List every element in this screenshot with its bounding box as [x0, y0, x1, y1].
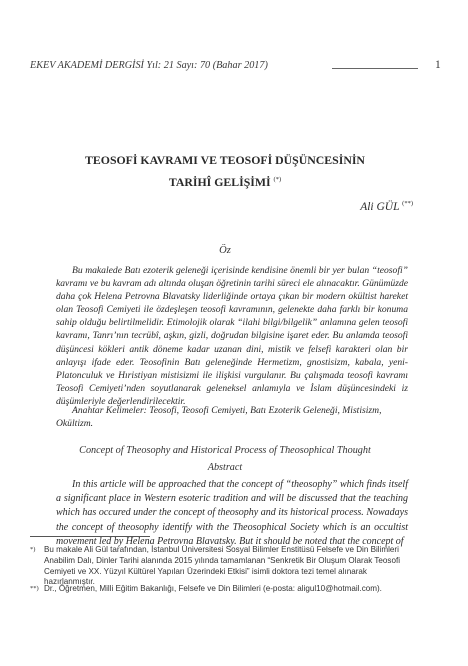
footnote-1: [30, 545, 420, 588]
header-rule: [332, 68, 418, 69]
abstract-tr: [56, 264, 408, 408]
author-line: [30, 200, 413, 213]
title-line-2: [30, 170, 420, 192]
page-number: 1: [435, 59, 441, 71]
english-title: Concept of Theosophy and Historical Process of Theosophical Thought: [79, 445, 371, 456]
journal-header: EKEV AKADEMİ DERGİSİ Yıl: 21 Sayı: 70 (Bahar 2017): [30, 60, 268, 71]
running-header: [30, 59, 441, 76]
footnote-2-text: Dr., Öğretmen, Milli Eğitim Bakanlığı, Felsefe ve Din Bilimleri (e-posta: aligul10@hotmail.com).: [44, 584, 382, 593]
footnote-2-mark: **): [30, 585, 39, 592]
abstract-en-body: In this article will be approached that the concept of “theosophy” which finds itself a significant place in Western esoteric tradition and will be discussed that the teaching which has occured under the concept of theosophy and its historical process. Nowadays the concept of theosophy identify with the Theosophical Society which is an occultist movement led by Helena Petrovna Blavatsky. But it should be noted that the concept of: [56, 479, 408, 547]
keywords: Anahtar Kelimeler: Teosofi, Teosofi Cemiyeti, Batı Ezoterik Geleneği, Mistisizm, Okültizm.: [56, 405, 382, 429]
title-line-1: TEOSOFİ KAVRAMI VE TEOSOFİ DÜŞÜNCESİNİN: [85, 153, 365, 167]
abstract-tr-body: Bu makalede Batı ezoterik geleneği içerisinde kendisine önemli bir yer bulan “teosofi” kavramı ve bu kavram adı altında oluşan öğretinin tarihi süreci ele alınacaktır. Günümüzde daha çok Helena Petrovna Blavatsky liderliğinde ortaya çıkan bir modern okültist hareket olan Teosofi Cemiyeti ile özdeşleşen teosofi kavramının, gelenekte daha farklı bir konuma sahip olduğu belirtilmelidir. Etimolojik olarak “ilahi bilgi/bilgelik” anlamına gelen teosofi kavramı, Tanrı’nın tecrübî, aşkın, gizli, doğrudan bilgisine işaret eder. Bu anlamda teosofi düşüncesi kökleri antik döneme kadar uzanan dini, mistik ve felsefi karakteri olan bir anlayışı ifade eder. Teosofinin Batı geleneğinde Hermetizm, gnostisizm, kabala, yeni-Platonculuk ve Hıristiyan mistisizmi ile ilişkisi vurgulanır. Bu çalışmada teosofi kavramı Teosofi Cemiyeti’nden soyutlanarak geleneksel anlamıyla ve İslam düşüncesindeki iz düşümleriyle değerlendirilecektir.: [56, 265, 408, 407]
article-title: [30, 150, 420, 192]
title-line-2-text: TARİHÎ GELİŞİMİ: [168, 174, 271, 189]
abstract-en-heading: Abstract: [207, 462, 243, 473]
abstract-tr-heading: Öz: [219, 245, 231, 256]
footnote-2: [30, 584, 420, 595]
title-note-mark: (*): [273, 176, 282, 183]
author-name: Ali GÜL: [360, 200, 400, 213]
footnote-1-text: Bu makale Ali Gül tarafından, İstanbul Üniversitesi Sosyal Bilimler Enstitüsü Felsefe ve Din Bilimleri Anabilim Dalı, Dinler Tarihi alanında 2015 yılında tamamlanan “Senkretik Bir Oluşum Olarak Teosofi Cemiyeti ve XX. Yüzyıl Kültürel Yapıları Üzerindeki Etkisi” isimli doktora tezi temel alınarak hazırlanmıştır.: [44, 545, 400, 587]
author-note-mark: (**): [402, 200, 413, 207]
footnote-rule: [30, 536, 150, 537]
footnote-1-mark: *): [30, 546, 36, 553]
